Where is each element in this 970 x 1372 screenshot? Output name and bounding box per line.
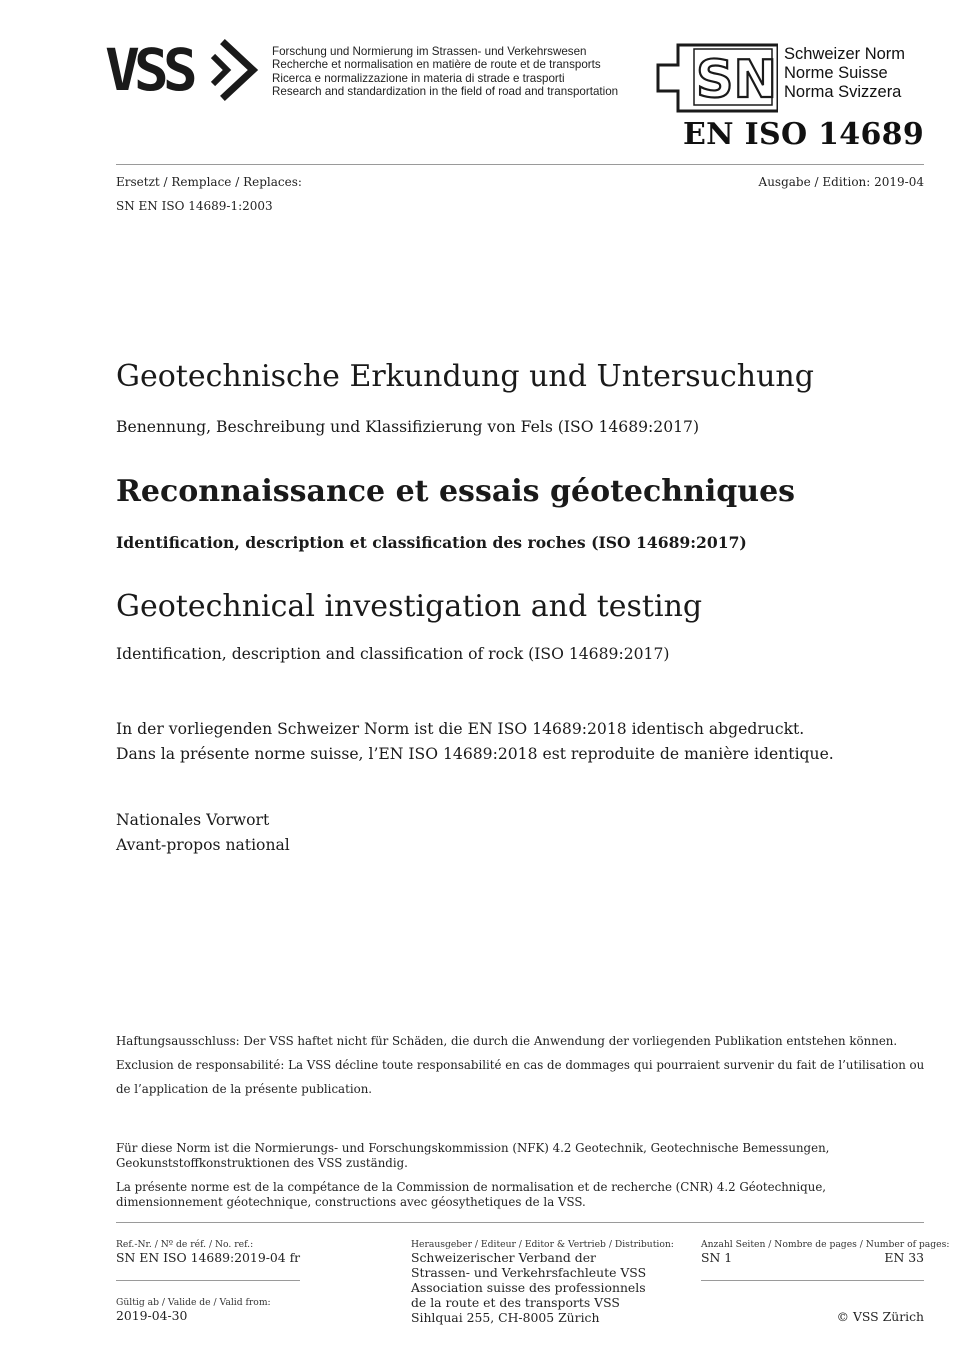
vss-logo-text: VSS <box>105 38 192 102</box>
tagline-line: Ricerca e normalizzazione in materia di strade e trasporti <box>272 71 565 85</box>
edition-date: Ausgabe / Edition: 2019-04 <box>758 175 924 189</box>
publisher-line: Strassen- und Verkehrsfachleute VSS <box>411 1265 647 1280</box>
publisher-line: Schweizerischer Verband der <box>411 1250 596 1265</box>
reference-number-label: Ref.-Nr. / Nº de réf. / No. ref.: <box>116 1239 254 1250</box>
page-count-label: Anzahl Seiten / Nombre de pages / Number of pages: <box>701 1239 950 1250</box>
publisher-label: Herausgeber / Editeur / Editor & Vertrieb / Distribution: <box>411 1239 674 1250</box>
title-french: Reconnaissance et essais géotechniques <box>116 474 796 509</box>
replaces-value: SN EN ISO 14689-1:2003 <box>116 199 273 213</box>
identical-notice-french: Dans la présente norme suisse, l’EN ISO 14689:2018 est reproduite de manière identique. <box>116 745 834 763</box>
norm-name-fr: Norme Suisse <box>784 64 888 82</box>
tagline-line: Recherche et normalisation en matière de route et de transports <box>272 58 601 72</box>
organization-tagline <box>272 45 618 98</box>
norm-name-it: Norma Svizzera <box>784 83 902 101</box>
subtitle-english: Identification, description and classification of rock (ISO 14689:2017) <box>116 645 670 663</box>
document-number: EN ISO 14689 <box>683 117 924 152</box>
disclaimer-german: Haftungsausschluss: Der VSS haftet nicht für Schäden, die durch die Anwendung der vorliegenden Publikation entstehen können. <box>116 1034 898 1048</box>
responsibility-french: La présente norme est de la compétance de la Commission de normalisation et de recherche (CNR) 4.2 Géotechnique, dimensionnement géotechnique, constructions avec géosythetiques de la VSS. <box>116 1180 827 1209</box>
responsibility-german: Für diese Norm ist die Normierungs- und Forschungskommission (NFK) 4.2 Geotechnik, Geotechnische Bemessungen, Geokunststoffkonstruktionen des VSS zuständig. <box>116 1141 830 1170</box>
replaces-label: Ersetzt / Remplace / Replaces: <box>116 175 302 189</box>
tagline-line: Forschung und Normierung im Strassen- und Verkehrswesen <box>272 45 587 58</box>
title-german: Geotechnische Erkundung und Untersuchung <box>116 359 814 394</box>
national-foreword-french: Avant-propos national <box>116 836 290 854</box>
reference-number-value: SN EN ISO 14689:2019-04 fr <box>116 1250 301 1265</box>
tagline-line: Research and standardization in the field of road and transportation <box>272 84 619 98</box>
sn-logo-text: SN <box>696 50 777 110</box>
header-divider <box>116 164 924 165</box>
page-count-divider <box>701 1280 924 1281</box>
publisher-line: Sihlquai 255, CH-8005 Zürich <box>411 1310 600 1325</box>
title-english: Geotechnical investigation and testing <box>116 589 703 624</box>
page-count-en: EN 33 <box>884 1250 924 1265</box>
valid-from-value: 2019-04-30 <box>116 1308 188 1323</box>
disclaimer-french-continued: de l’application de la présente publication. <box>116 1082 373 1096</box>
copyright: © VSS Zürich <box>836 1309 924 1324</box>
national-foreword-german: Nationales Vorwort <box>116 811 270 829</box>
identical-notice-german: In der vorliegenden Schweizer Norm ist die EN ISO 14689:2018 identisch abgedruckt. <box>116 720 805 738</box>
norm-names <box>784 45 905 102</box>
publisher-line: de la route et des transports VSS <box>411 1295 620 1310</box>
publisher-address <box>411 1250 646 1325</box>
valid-from-label: Gültig ab / Valide de / Valid from: <box>116 1297 271 1308</box>
vss-logo <box>105 38 265 102</box>
publisher-line: Association suisse des professionnels <box>411 1280 646 1295</box>
reference-divider <box>116 1280 300 1281</box>
page-count-sn: SN 1 <box>701 1250 733 1265</box>
norm-name-de: Schweizer Norm <box>784 45 906 63</box>
disclaimer-french: Exclusion de responsabilité: La VSS décline toute responsabilité en cas de dommages qui pourraient survenir du fait de l’utilisation ou <box>116 1058 925 1072</box>
sn-swiss-norm-logo <box>656 43 778 113</box>
subtitle-french: Identification, description et classification des roches (ISO 14689:2017) <box>116 533 747 552</box>
subtitle-german: Benennung, Beschreibung und Klassifizierung von Fels (ISO 14689:2017) <box>116 418 700 436</box>
footer-divider <box>116 1222 924 1223</box>
